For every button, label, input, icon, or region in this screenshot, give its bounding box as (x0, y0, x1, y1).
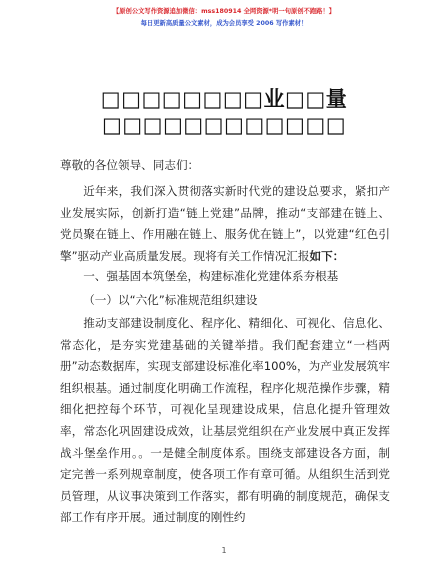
promo-banner-sub: 每日更新高质量公文素材，成为会员享受 2006 写作素材！ (140, 20, 308, 27)
paragraph-intro (60, 181, 390, 267)
section-heading-1: 一、强基固本筑堡垒，构建标准化党建体系夯根基 (83, 269, 339, 283)
subsection-heading-1: （一）以“六化”标准规范组织建设 (83, 293, 258, 307)
promo-banner-top: 【原创公文写作资源追加微信：mss180914 全网资源*明一句原创不跑路！】 (112, 8, 336, 15)
paragraph-intro-text: 近年来，我们深入贯彻落实新时代党的建设总要求，紧扣产业发展实际，创新打造“链上党建”品牌，推动“支部建在链上、党员聚在链上、作用融在链上、服务优在链上”，以党建“红色引擎”驱动产业高质量发展。现将有关工作情况汇报 (60, 184, 390, 263)
paragraph-intro-tail: 如下： (309, 248, 345, 263)
paragraph-body: 推动支部建设制度化、程序化、精细化、可视化、信息化、常态化，是夯实党建基础的关键举措。我们配套建立“一档两册”动态数据库，实现支部建设标准化率100%，为产业发展筑牢组织根基。通过制度化明确工作流程，程序化规范操作步骤，精细化把控每个环节，可视化呈现建设成果，信息化提升管理效率，常态化巩固建设成效，让基层党组织在产业发展中真正发挥战斗堡垒作用。。一是健全制度体系。围绕支部建设各方面，制定完善一系列规章制度，使各项工作有章可循。从组织生活到党员管理，从议事决策到工作落实，都有明确的制度规范，确保支部工作有序开展。通过制度的刚性约 (60, 316, 390, 525)
greeting: 尊敬的各位领导、同志们： (60, 158, 200, 172)
page-number: 1 (221, 546, 227, 555)
document-title: □□□□□□□□业□□量□□□□□□□□□□□□ (100, 87, 348, 137)
